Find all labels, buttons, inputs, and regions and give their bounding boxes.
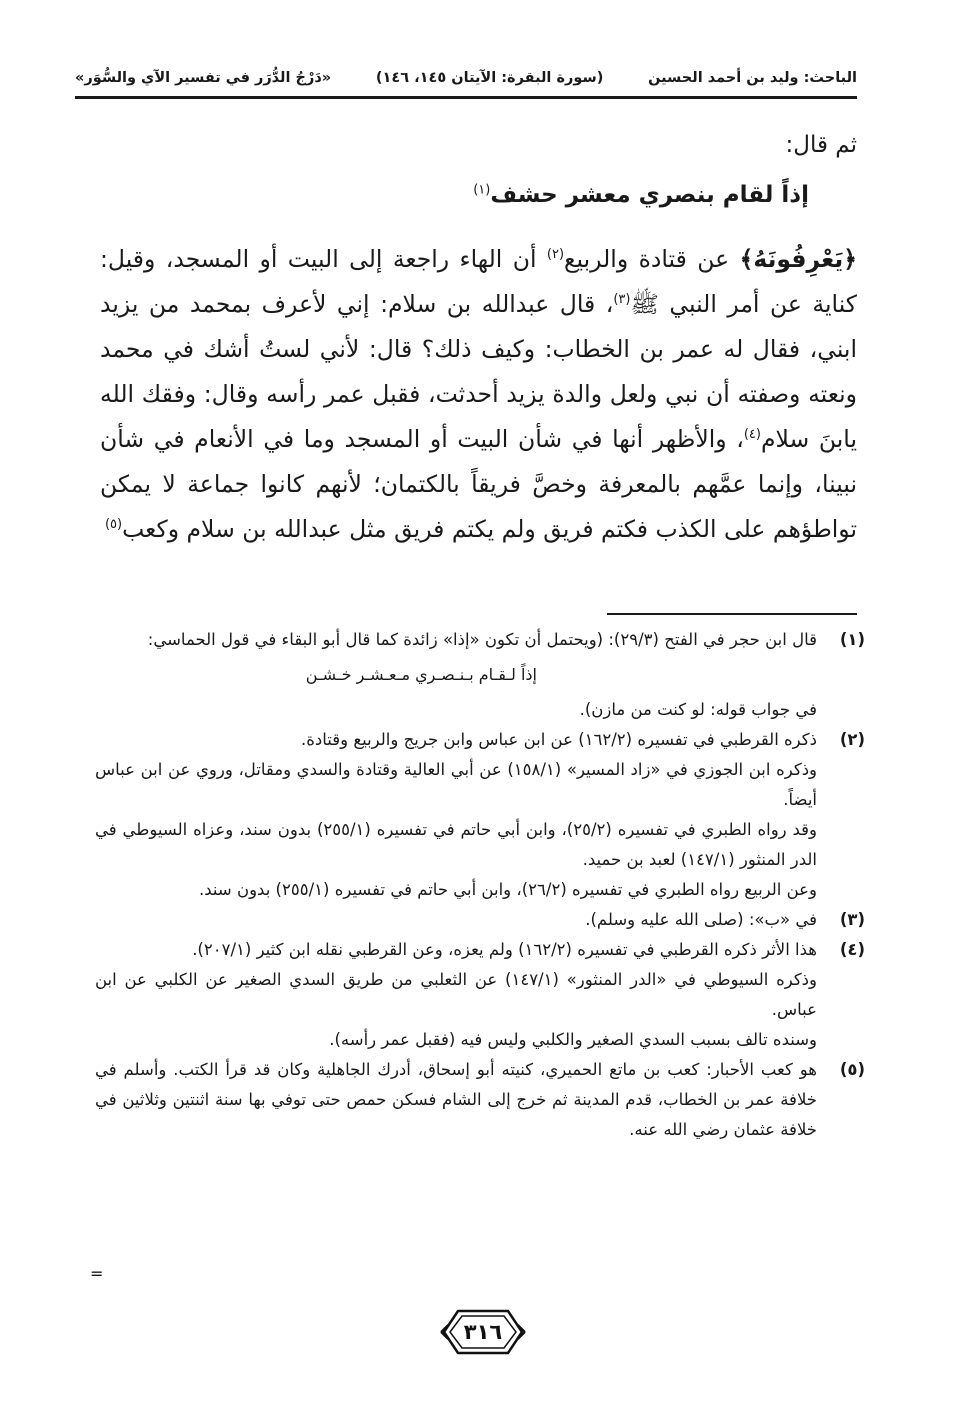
footnote-line: وذكره السيوطي في «الدر المنثور» (١٤٧/١) عن الثعلبي من طريق السدي الصغير عن الكلبي عن ابن عباس.	[95, 970, 818, 1019]
intro-text: ثم قال:	[785, 132, 857, 158]
header-author: الباحث: وليد بن أحمد الحسين	[648, 70, 857, 86]
poetry-verse	[100, 175, 857, 237]
header-surah: (سورة البقرة: الآيتان ١٤٥، ١٤٦)	[375, 70, 604, 86]
para-segment-1: عن قتادة والربيع	[564, 245, 740, 273]
running-header	[75, 60, 857, 96]
footnote-number: (٥)	[839, 1060, 865, 1079]
footnote-5	[95, 1055, 865, 1145]
footnote-body	[95, 1055, 817, 1145]
footnote-line: هذا الأثر ذكره القرطبي في تفسيره (١٦٢/٢) ولم يعزه، وعن القرطبي نقله ابن كثير (٢٠٧/١).	[192, 940, 817, 959]
footnote-ref-2[interactable]: (٢)	[546, 247, 565, 263]
quran-word: ﴿يَعْرِفُونَهُ﴾	[739, 245, 857, 273]
footnote-poem: إذاً لـقـام بـنـصـري مـعـشـر خـشـن	[305, 665, 537, 684]
footnote-ref-5[interactable]: (٥)	[104, 517, 123, 533]
footnote-number: (٢)	[839, 730, 865, 749]
footnote-2	[95, 725, 865, 905]
footnote-line: قال ابن حجر في الفتح (٢٩/٣): (ويحتمل أن تكون «إذا» زائدة كما قال أبو البقاء في قول الحماسي:	[147, 630, 817, 649]
footnote-line: في جواب قوله: لو كنت من مازن).	[579, 700, 817, 719]
footnote-body	[95, 935, 817, 1055]
header-rule	[75, 96, 857, 99]
footnote-separator	[607, 613, 857, 615]
footnote-body	[95, 625, 817, 725]
header-book-title: «دَرْجُ الدُّرَر في تفسير الآي والسُّوَر»	[75, 70, 332, 86]
page-number-ornament	[440, 1305, 526, 1359]
footnote-line: وذكره ابن الجوزي في «زاد المسير» (١٥٨/١) عن أبي العالية وقتادة والسدي ومقاتل، وروي عن ابن عباس أيضاً.	[95, 760, 818, 809]
para-segment-4: ، والأظهر أنها في شأن البيت أو المسجد وما في الأنعام في شأن نبينا، وإنما عمَّهم بالمعرفة وخصَّ فريقاً بالكتمان؛ لأنهم كانوا جماعة لا يمكن تواطؤهم على الكذب فكتم فريق ولم يكتم فريق مثل عبدالله بن سلام وكعب	[100, 425, 857, 543]
footnote-line: ذكره القرطبي في تفسيره (١٦٢/٢) عن ابن عباس وابن جريج والربيع وقتادة.	[300, 730, 817, 749]
para-segment-2: أن الهاء راجعة إلى البيت أو المسجد، وقيل: كناية عن أمر النبي ﷺ	[100, 245, 857, 318]
footnote-body	[95, 725, 817, 905]
footnote-3	[95, 905, 865, 935]
footnote-line: هو كعب الأحبار: كعب بن ماتع الحميري، كنيته أبو إسحاق، أدرك الجاهلية وكان قد قرأ الكتب. وأسلم في خلافة عمر بن الخطاب، قدم المدينة ثم خرج إلى الشام فسكن حمص حتى توفي بها سنة اثنتين وثلاثين في خلافة عثمان رضي الله عنه.	[95, 1060, 817, 1139]
footnote-body	[95, 905, 817, 935]
footnote-4	[95, 935, 865, 1055]
footnote-number: (١)	[839, 630, 865, 649]
footnotes	[95, 625, 865, 1145]
footnote-number: (٤)	[839, 940, 865, 959]
footnote-line: وعن الربيع رواه الطبري في تفسيره (٢٦/٢)، وابن أبي حاتم في تفسيره (٢٥٥/١) بدون سند.	[199, 880, 817, 899]
footnote-line: في «ب»: (صلى الله عليه وسلم).	[585, 910, 817, 929]
continuation-marker: =	[90, 1264, 104, 1283]
page-number: ٣١٦	[463, 1320, 503, 1344]
footnote-1	[95, 625, 865, 725]
footnote-ref-4[interactable]: (٤)	[743, 427, 761, 443]
footnote-ref-3[interactable]: (٣)	[613, 292, 631, 308]
footnote-line: وقد رواه الطبري في تفسيره (٢٥/٢)، وابن أبي حاتم في تفسيره (٢٥٥/١) بدون سند، وعزاه السيوطي في الدر المنثور (١٤٧/١) لعبد بن حميد.	[95, 820, 818, 869]
intro-line	[100, 125, 857, 175]
main-text	[100, 125, 857, 597]
footnote-ref-1[interactable]: (١)	[473, 182, 491, 198]
verse-text: إذاً لقام بنصري معشر حشف	[490, 182, 809, 208]
footnote-line: وسنده تالف بسبب السدي الصغير والكلبي وليس فيه (فقبل عمر رأسه).	[329, 1030, 817, 1049]
footnote-number: (٣)	[839, 910, 865, 929]
para-segment-3: ، قال عبدالله بن سلام: إني لأعرف بمحمد من يزيد ابني، فقال له عمر بن الخطاب: وكيف ذلك؟ قال: لأني لستُ أشك في محمد ونعته وصفته أن نبي ولعل والدة يزيد أحدثت، فقبل عمر رأسه وقال: وفقك الله يابنَ سلام	[100, 290, 857, 453]
body-paragraph	[100, 237, 857, 597]
